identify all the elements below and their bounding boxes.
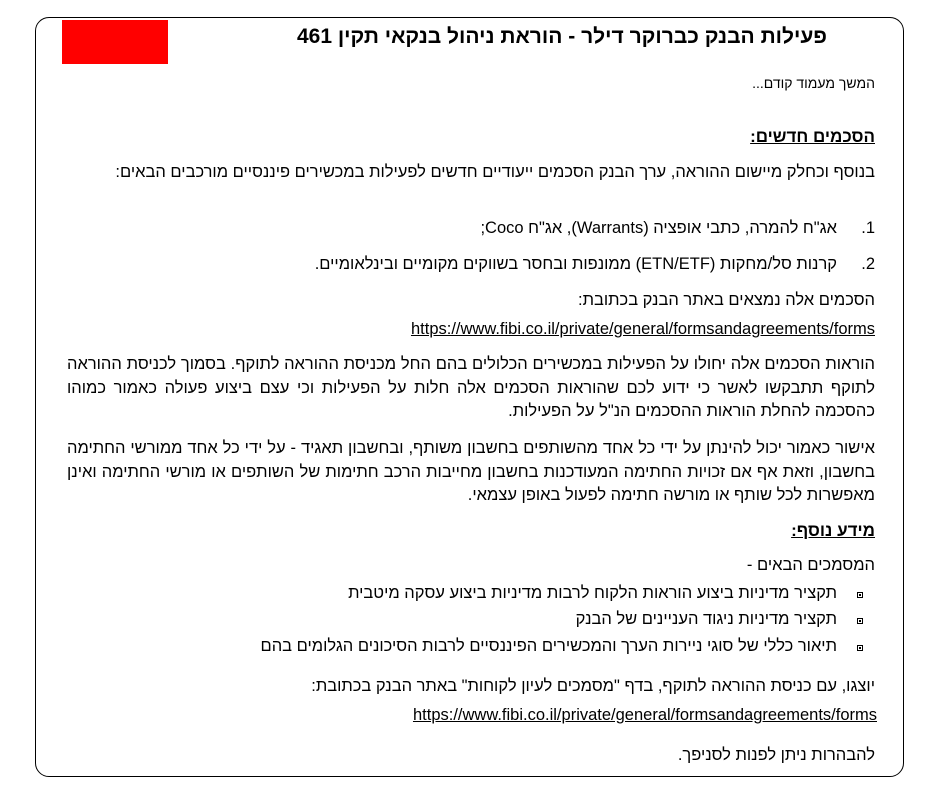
agreements-location-text: הסכמים אלה נמצאים באתר הבנק בכתובת:: [578, 291, 875, 309]
list-item: תיאור כללי של סוגי ניירות הערך והמכשירים הפיננסיים לרבות הסיכונים הגלומים בהם: [260, 637, 837, 655]
agreements-paragraph-1: הוראות הסכמים אלה יחולו על הפעילות במכשירים הכלולים בהם החל מכניסת ההוראה לתוקף. בסמוך לכניסת ההוראה לתוקף תתבקשו לאשר כי ידוע לכם שהוראות הסכמים אלה חלות על הפעילות וכי עצם ביצוע פעולה כאמור כמוהו כהסכמה להחלת הוראות ההסכמים הנ"ל על הפעילות.: [67, 355, 875, 420]
list-item: קרנות סל/מחקות (ETN/ETF) ממונפות ובחסר בשווקים מקומיים ובינלאומיים.: [314, 255, 837, 273]
new-agreements-intro: בנוסף וכחלק מיישום ההוראה, ערך הבנק הסכמים ייעודיים חדשים לפעילות במכשירים פיננסיים מורכבים הבאים:: [115, 163, 875, 181]
more-info-heading: מידע נוסף:: [791, 521, 875, 540]
continued-note: המשך מעמוד קודם...: [752, 75, 875, 91]
bullet-icon: [857, 618, 863, 624]
bullet-icon: [857, 592, 863, 598]
list-item: אג"ח להמרה, כתבי אופציה (Warrants), אג"ח Coco;: [480, 219, 837, 237]
published-text: יוצגו, עם כניסת ההוראה לתוקף, בדף "מסמכים לעיון לקוחות" באתר הבנק בכתובת:: [311, 677, 875, 695]
more-info-intro: המסמכים הבאים -: [746, 556, 875, 574]
page-title: פעילות הבנק כברוקר דילר - הוראת ניהול בנקאי תקין 461: [296, 25, 827, 48]
list-item: תקציר מדיניות ביצוע הוראות הלקוח לרבות מדיניות ביצוע עסקה מיטבית: [348, 584, 837, 602]
documents-link[interactable]: https://www.fibi.co.il/private/general/formsandagreements/forms: [412, 706, 877, 724]
contact-text: להבהרות ניתן לפנות לסניפך.: [677, 746, 875, 764]
agreements-paragraph-2: אישור כאמור יכול להינתן על ידי כל אחד מהשותפים בחשבון משותף, ובחשבון תאגיד - על ידי כל אחד ממורשי החתימה בחשבון, וזאת אף אם זכויות החתימה המעודכנות בחשבון מחייבות הרכב חתימות של השותפים או מורשי החתימה ואינן מאפשרות לכל שותף או מורשה חתימה לפעול באופן עצמאי.: [67, 439, 875, 504]
list-item: תקציר מדיניות ניגוד העניינים של הבנק: [575, 610, 837, 628]
agreements-link[interactable]: https://www.fibi.co.il/private/general/formsandagreements/forms: [410, 320, 875, 338]
document: [35, 17, 904, 777]
new-agreements-heading: הסכמים חדשים:: [750, 127, 875, 146]
bullet-icon: [857, 645, 863, 651]
list-number: 2.: [861, 255, 875, 273]
list-number: 1.: [861, 219, 875, 237]
